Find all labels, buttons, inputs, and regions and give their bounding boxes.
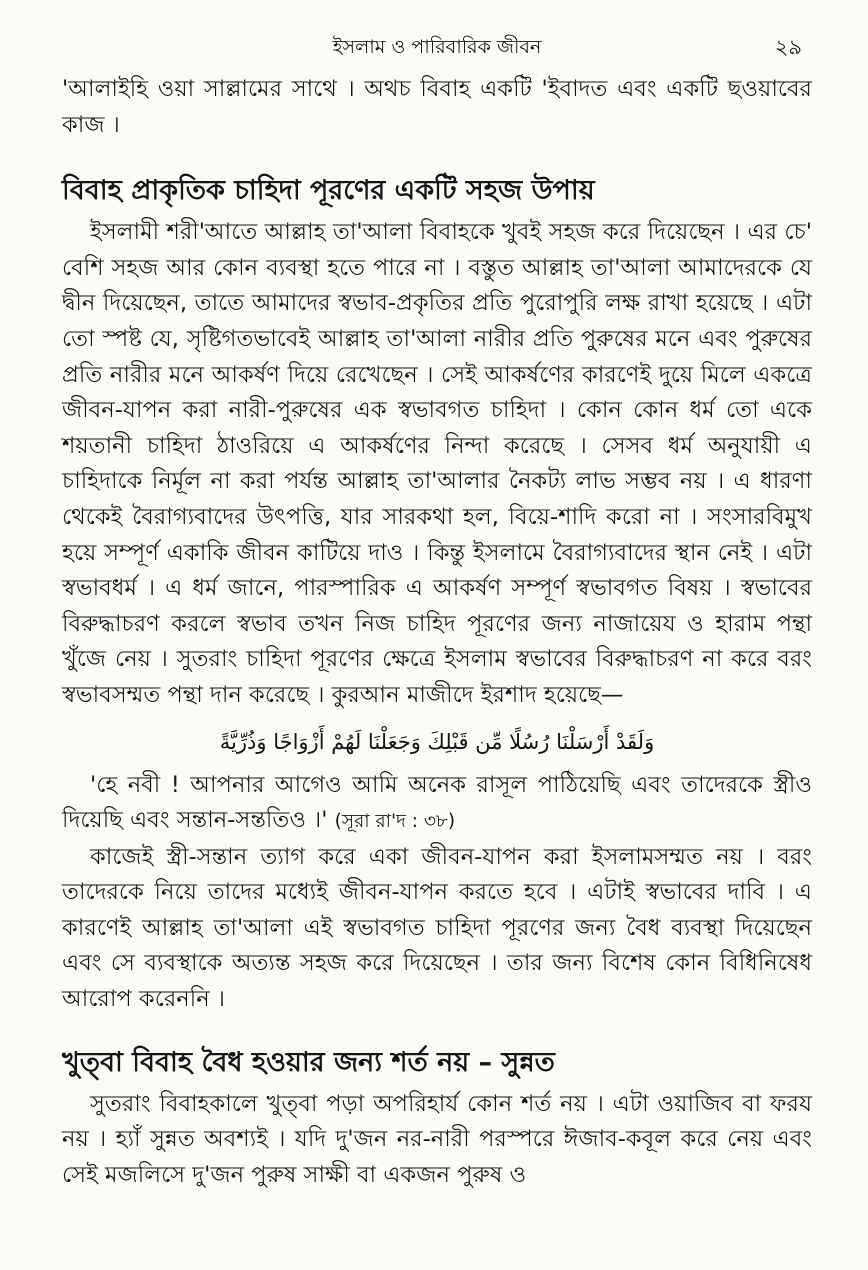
- page-content: [62, 72, 812, 1193]
- section2-paragraph-1: সুতরাং বিবাহকালে খুত্‌বা পড়া অপরিহার্য কোন শর্ত নয় । এটা ওয়াজিব বা ফরয নয় । হ্যাঁ সুন্নত অবশ্যই । যদি দু'জন নর-নারী পরস্পরে ঈজাব-কবূল করে নেয় এবং সেই মজলিসে দু'জন পুরুষ সাক্ষী বা একজন পুরুষ ও: [62, 1090, 812, 1188]
- section1-paragraph-1: ইসলামী শরী'আতে আল্লাহ তা'আলা বিবাহকে খুবই সহজ করে দিয়েছেন । এর চে' বেশি সহজ আর কোন ব্যবস্থা হতে পারে না । বস্তুত আল্লাহ তা'আলা আমাদেরকে যে দ্বীন দিয়েছেন, তাতে আমাদের স্বভাব-প্রকৃতির প্রতি পুরোপুরি লক্ষ রাখা হয়েছে । এটা তো স্পষ্ট যে, সৃষ্টিগতভাবেই আল্লাহ তা'আলা নারীর প্রতি পুরুষের মনে এবং পুরুষের প্রতি নারীর মনে আকর্ষণ দিয়ে রেখেছেন । সেই আকর্ষণের কারণেই দুয়ে মিলে একত্রে জীবন-যাপন করা নারী-পুরুষের এক স্বভাবগত চাহিদা । কোন কোন ধর্ম তো একে শয়তানী চাহিদা ঠাওরিয়ে এ আকর্ষণের নিন্দা করেছে । সেসব ধর্ম অনুযায়ী এ চাহিদাকে নির্মূল না করা পর্যন্ত আল্লাহ তা'আলার নৈকট্য লাভ সম্ভব নয় । এ ধারণা থেকেই বৈরাগ্যবাদের উৎপত্তি, যার সারকথা হল, বিয়ে-শাদি করো না । সংসারবিমুখ হয়ে সম্পূর্ণ একাকি জীবন কাটিয়ে দাও । কিন্তু ইসলামে বৈরাগ্যবাদের স্থান নেই । এটা স্বভাবধর্ম । এ ধর্ম জানে, পারস্পারিক এ আকর্ষণ সম্পূর্ণ স্বভাবগত বিষয় । স্বভাবের বিরুদ্ধাচরণ করলে স্বভাব তখন নিজ চাহিদ পূরণের জন্য নাজায়েয ও হারাম পন্থা খুঁজে নেয় । সুতরাং চাহিদা পূরণের ক্ষেত্রে ইসলাম স্বভাবের বিরুদ্ধাচরণ না করে বরং স্বভাবসম্মত পন্থা দান করেছে । কুরআন মাজীদে ইরশাদ হয়েছে—: [62, 219, 812, 708]
- section1-paragraph-2: কাজেই স্ত্রী-সন্তান ত্যাগ করে একা জীবন-যাপন করা ইসলামসম্মত নয় । বরং তাদেরকে নিয়ে তাদের মধ্যেই জীবন-যাপন করতে হবে । এটাই স্বভাবের দাবি । এ কারণেই আল্লাহ তা'আলা এই স্বভাবগত চাহিদা পূরণের জন্য বৈধ ব্যবস্থা দিয়েছেন এবং সে ব্যবস্থাকে অত্যন্ত সহজ করে দিয়েছেন । তার জন্য বিশেষ কোন বিধিনিষেধ আরোপ করেননি ।: [62, 843, 812, 1013]
- running-header-title: ইসলাম ও পারিবারিক জীবন: [332, 36, 542, 58]
- running-header: [62, 32, 812, 62]
- section-heading-khutba-sunnah: খুত্‌বা বিবাহ বৈধ হওয়ার জন্য শর্ত নয় – সুন্নত: [62, 1046, 555, 1078]
- intro-paragraph: 'আলাইহি ওয়া সাল্লামের সাথে । অথচ বিবাহ একটি 'ইবাদত এবং একটি ছওয়াবের কাজ ।: [62, 76, 812, 138]
- quran-verse-arabic: وَلَقَدْ أَرْسَلْنَا رُسُلًا مِّن قَبْلِكَ وَجَعَلْنَا لَهُمْ أَزْوَاجًا وَذُرِّيَّةً: [219, 729, 655, 754]
- verse-translation-text: 'হে নবী ! আপনার আগেও আমি অনেক রাসূল পাঠিয়েছি এবং তাদেরকে স্ত্রীও দিয়েছি এবং সন্তান-সন্ততিও ।': [62, 771, 812, 834]
- page-number: ২৯: [774, 35, 802, 59]
- verse-reference: (সূরা রা'দ : ৩৮): [334, 811, 456, 833]
- verse-translation: [62, 768, 812, 840]
- section-heading-marriage-natural-need: বিবাহ প্রাকৃতিক চাহিদা পূরণের একটি সহজ উপায়: [62, 175, 595, 207]
